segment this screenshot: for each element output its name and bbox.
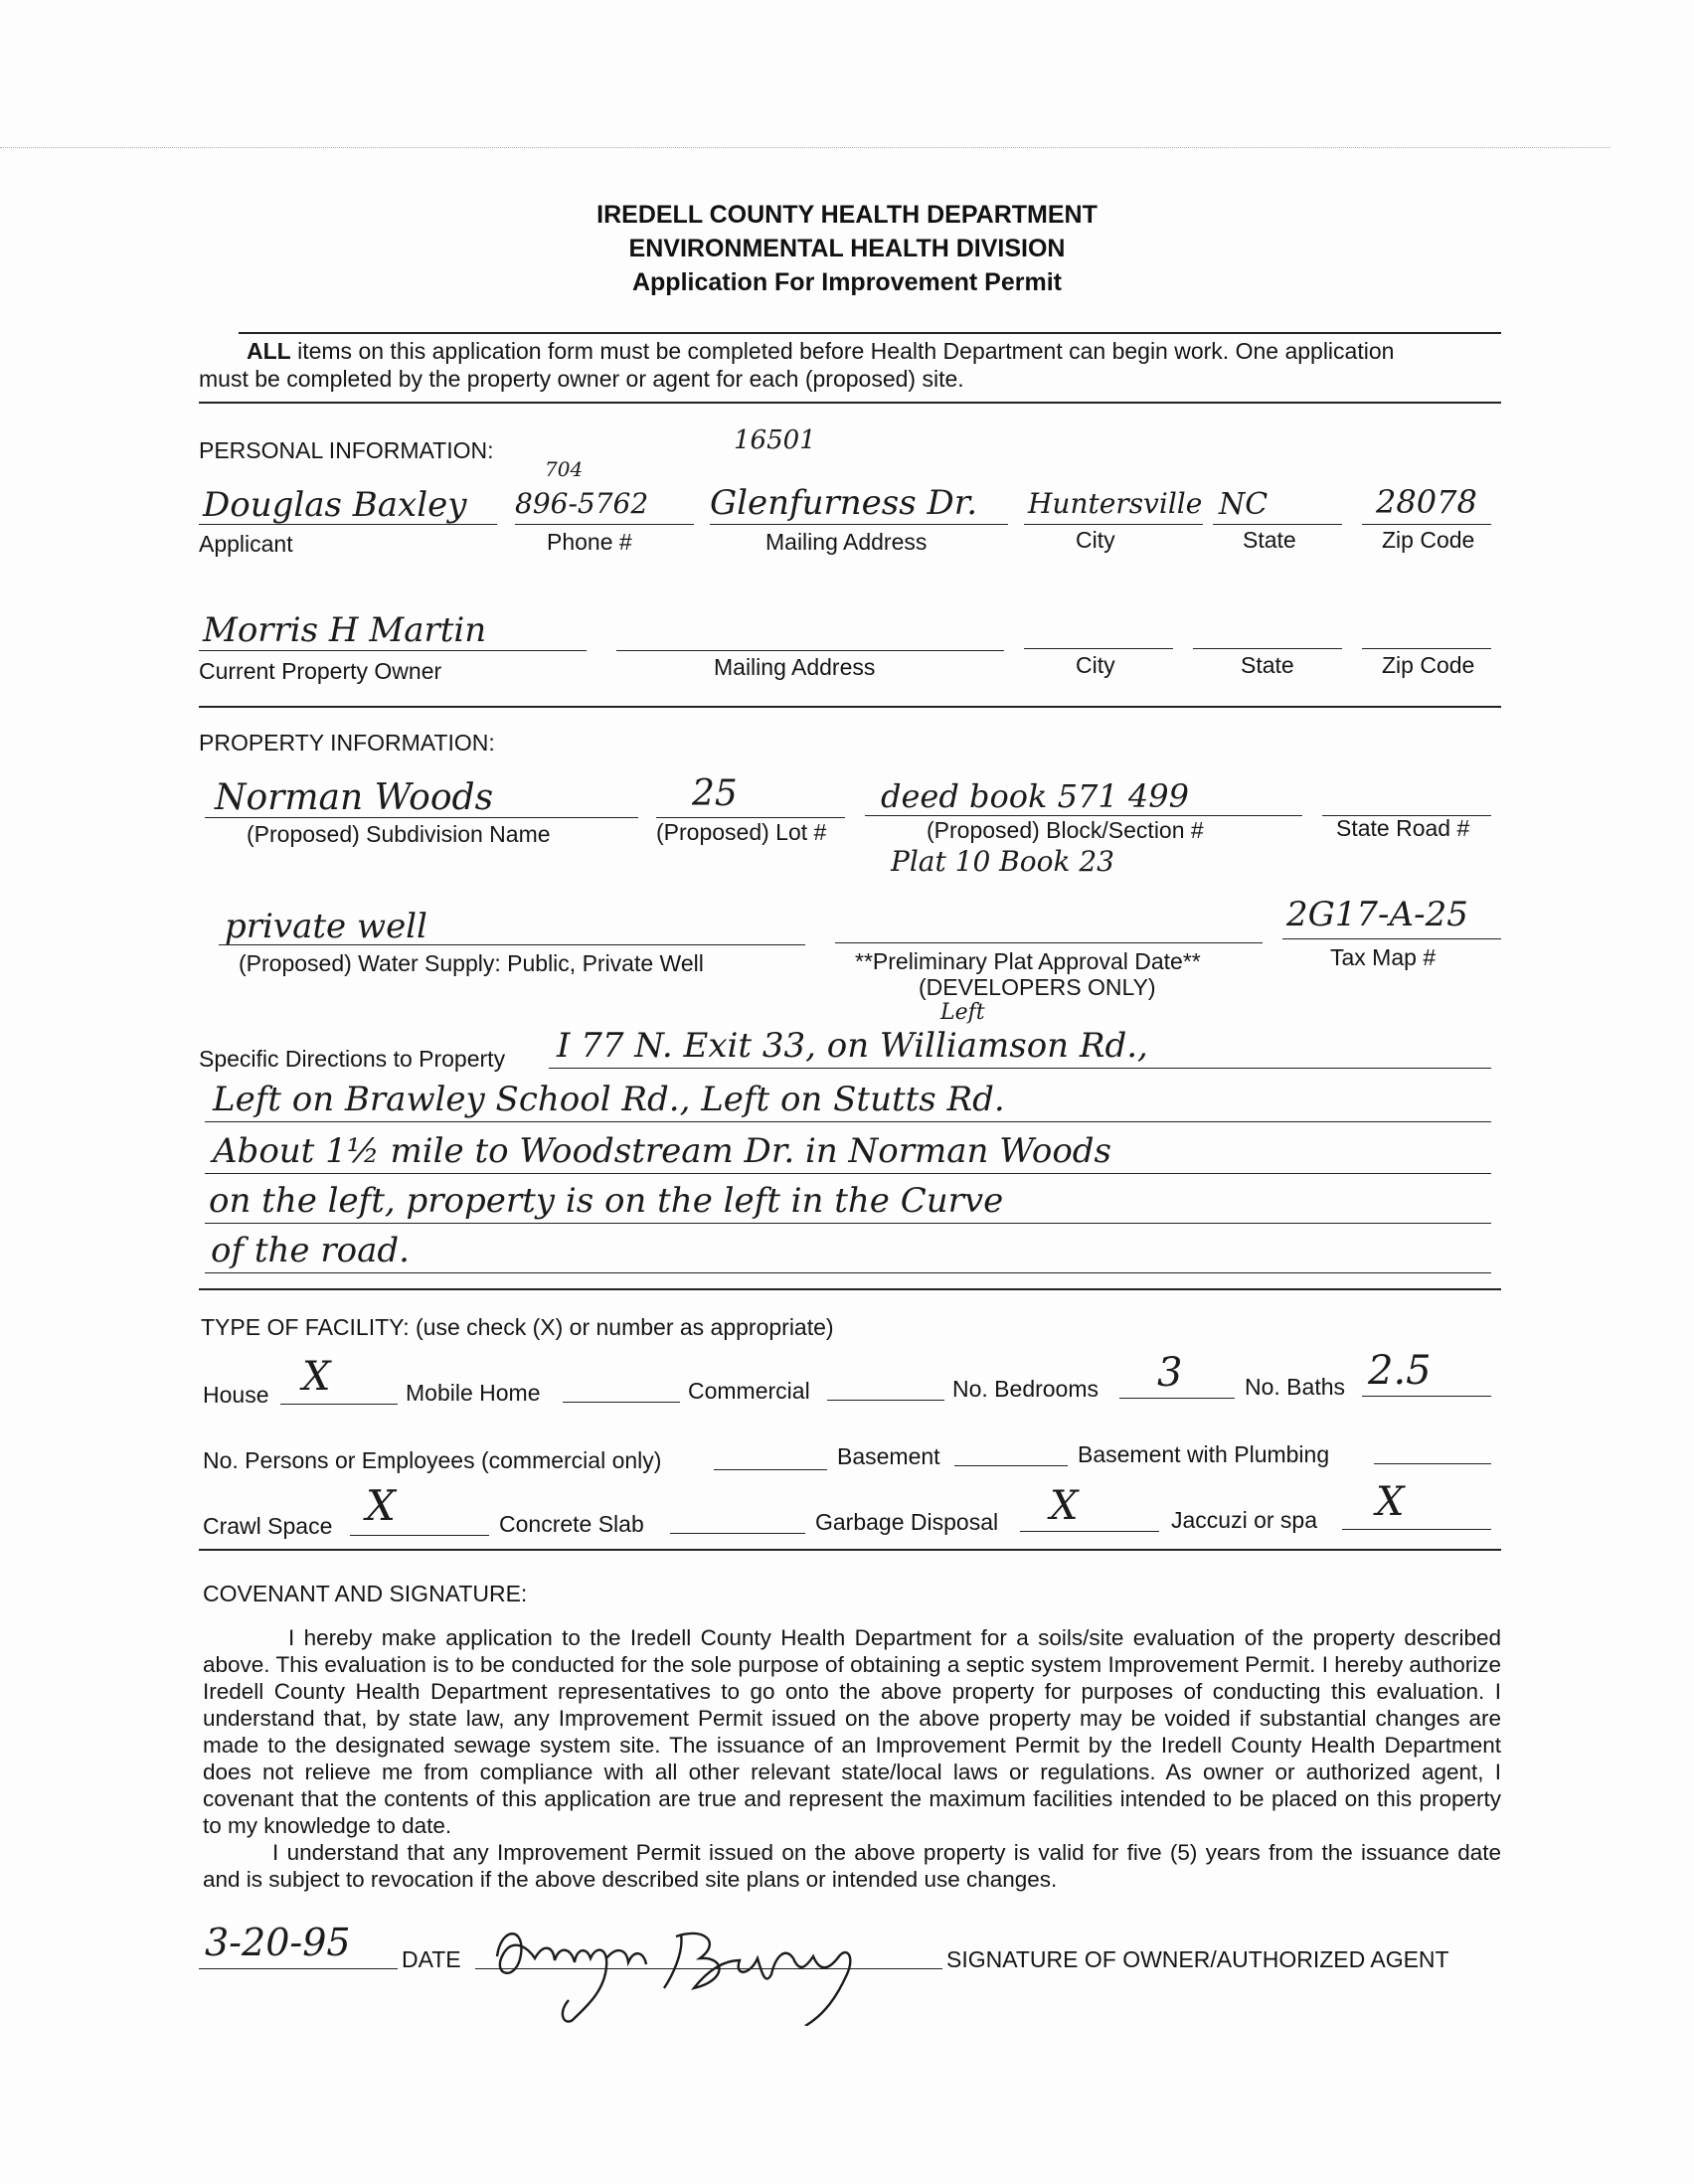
- owner-city-line: [1024, 648, 1173, 649]
- bedrooms-value[interactable]: 3: [1157, 1350, 1183, 1396]
- intro-bold-all: ALL: [247, 338, 291, 364]
- personal-heading: PERSONAL INFORMATION:: [199, 437, 494, 463]
- lot-label: (Proposed) Lot #: [656, 819, 827, 845]
- house-line: [280, 1404, 398, 1405]
- city-label: City: [1076, 527, 1115, 553]
- basement-line: [954, 1465, 1068, 1466]
- city-line: [1024, 524, 1203, 525]
- tax-map-value[interactable]: 2G17-A-25: [1286, 895, 1468, 934]
- directions-line-1[interactable]: I 77 N. Exit 33, on Williamson Rd.,: [557, 1026, 1148, 1066]
- area-code-value[interactable]: 704: [545, 457, 584, 481]
- basement-plumbing-line: [1374, 1463, 1491, 1464]
- garbage-disposal-label: Garbage Disposal: [815, 1509, 999, 1535]
- tax-map-line: [1282, 938, 1501, 939]
- crawl-space-line: [350, 1535, 489, 1536]
- crawl-space-value[interactable]: X: [366, 1481, 396, 1530]
- covenant-heading: COVENANT AND SIGNATURE:: [203, 1581, 528, 1606]
- directions-rule-2: [205, 1121, 1491, 1122]
- state-value[interactable]: NC: [1219, 487, 1269, 522]
- block-value[interactable]: deed book 571 499: [881, 777, 1189, 815]
- garbage-disposal-value[interactable]: X: [1050, 1483, 1079, 1529]
- owner-state-line: [1193, 648, 1342, 649]
- scan-artifact-line: [0, 147, 1610, 148]
- mailing-label: Mailing Address: [765, 529, 928, 555]
- owner-line: [199, 650, 587, 651]
- persons-label: No. Persons or Employees (commercial only): [203, 1447, 662, 1473]
- basement-plumbing-label: Basement with Plumbing: [1078, 1441, 1330, 1467]
- mailing-address-value[interactable]: Glenfurness Dr.: [710, 483, 978, 523]
- lot-value[interactable]: 25: [692, 773, 738, 814]
- owner-zip-label: Zip Code: [1382, 652, 1475, 678]
- water-supply-label: (Proposed) Water Supply: Public, Private Well: [239, 950, 704, 976]
- zip-value[interactable]: 28078: [1376, 483, 1477, 521]
- directions-line-2[interactable]: Left on Brawley School Rd., Left on Stutts Rd.: [213, 1080, 1005, 1119]
- plat-approval-label: **Preliminary Plat Approval Date**: [855, 948, 1201, 974]
- plat-developers-label: (DEVELOPERS ONLY): [919, 974, 1156, 1000]
- city-value[interactable]: Huntersville: [1028, 487, 1203, 520]
- jacuzzi-line: [1342, 1529, 1491, 1530]
- concrete-slab-line: [670, 1533, 805, 1534]
- house-label: House: [203, 1382, 269, 1408]
- baths-line: [1362, 1396, 1491, 1397]
- house-value[interactable]: X: [302, 1354, 331, 1400]
- jacuzzi-value[interactable]: X: [1376, 1479, 1405, 1525]
- state-road-label: State Road #: [1336, 815, 1470, 841]
- bedrooms-line: [1119, 1398, 1235, 1399]
- commercial-label: Commercial: [688, 1378, 810, 1404]
- directions-rule-3: [205, 1173, 1491, 1174]
- mobile-home-line: [563, 1402, 680, 1403]
- intro-text-1: items on this application form must be completed before Health Department can begin work. One application: [290, 338, 1395, 364]
- form-title-department: IREDELL COUNTY HEALTH DEPARTMENT: [596, 201, 1098, 229]
- mailing-line: [710, 524, 1008, 525]
- owner-value[interactable]: Morris H Martin: [203, 610, 487, 650]
- phone-value[interactable]: 896-5762: [515, 487, 649, 520]
- subdivision-value[interactable]: Norman Woods: [215, 777, 494, 818]
- owner-zip-line: [1362, 648, 1491, 649]
- form-title-division: ENVIRONMENTAL HEALTH DIVISION: [628, 235, 1066, 262]
- block-line: [865, 815, 1302, 816]
- lot-line: [656, 817, 845, 818]
- owner-label: Current Property Owner: [199, 658, 442, 684]
- bedrooms-label: No. Bedrooms: [952, 1376, 1100, 1402]
- mobile-home-label: Mobile Home: [406, 1380, 541, 1406]
- directions-rule-1: [549, 1068, 1491, 1069]
- plat-date-line: [835, 942, 1263, 943]
- form-title-application: Application For Improvement Permit: [631, 268, 1062, 296]
- intro-line-1: [247, 338, 1394, 365]
- covenant-paragraph-1: I hereby make application to the Iredell County Health Department for a soils/site evaluation of the property described above. This evaluation is to be conducted for the sole purpose of obtaining a septic system Improvement Permit. I hereby authorize Iredell County Health Department representatives to go onto the above property for purposes of conducting this evaluation. I understand that, by state law, any Improvement Permit issued on the above property may be voided if substantial changes are made to the designated sewage system site. The issuance of an Improvement Permit by the Iredell County Health Department does not relieve me from compliance with all other relevant state/local laws or regulations. As owner or authorized agent, I covenant that the contents of this application are true and represent the maximum facilities intended to be placed on this property to my knowledge to date.: [203, 1625, 1501, 1838]
- garbage-disposal-line: [1020, 1531, 1159, 1532]
- water-supply-line: [219, 944, 805, 945]
- directions-line-3[interactable]: About 1½ mile to Woodstream Dr. in Norman Woods: [213, 1131, 1112, 1171]
- divider: [199, 402, 1501, 404]
- baths-label: No. Baths: [1245, 1374, 1345, 1400]
- directions-rule-5: [205, 1272, 1491, 1273]
- divider: [199, 1288, 1501, 1290]
- owner-city-label: City: [1076, 652, 1115, 678]
- divider: [239, 332, 1501, 334]
- divider: [199, 706, 1501, 708]
- state-line: [1213, 524, 1342, 525]
- date-value[interactable]: 3-20-95: [205, 1921, 351, 1964]
- concrete-slab-label: Concrete Slab: [499, 1511, 644, 1537]
- crawl-space-label: Crawl Space: [203, 1513, 333, 1539]
- phone-label: Phone #: [547, 529, 632, 555]
- house-number-value[interactable]: 16501: [734, 425, 816, 455]
- facility-heading: TYPE OF FACILITY: (use check (X) or number as appropriate): [201, 1314, 834, 1340]
- directions-line-4[interactable]: on the left, property is on the left in the Curve: [209, 1181, 1004, 1221]
- date-line: [199, 1968, 398, 1969]
- directions-rule-4: [205, 1223, 1491, 1224]
- applicant-value[interactable]: Douglas Baxley: [203, 485, 467, 525]
- zip-line: [1362, 524, 1491, 525]
- covenant-paragraph-2: I understand that any Improvement Permit issued on the above property is valid for five (5) years from the issuance date and is subject to revocation if the above described site plans or intended use changes.: [203, 1840, 1501, 1892]
- baths-value[interactable]: 2.5: [1368, 1348, 1432, 1394]
- date-label: DATE: [402, 1946, 461, 1972]
- persons-line: [714, 1469, 827, 1470]
- basement-label: Basement: [837, 1443, 940, 1469]
- covenant-text: [203, 1624, 1501, 1893]
- signature-image: [477, 1897, 944, 2026]
- commercial-line: [827, 1400, 944, 1401]
- intro-line-2: must be completed by the property owner or agent for each (proposed) site.: [199, 366, 964, 392]
- directions-label: Specific Directions to Property: [199, 1046, 506, 1072]
- divider: [199, 1549, 1501, 1551]
- subdivision-line: [205, 817, 638, 818]
- zip-label: Zip Code: [1382, 527, 1475, 553]
- applicant-line: [199, 524, 497, 525]
- tax-map-label: Tax Map #: [1330, 944, 1437, 970]
- phone-line: [515, 524, 694, 525]
- applicant-label: Applicant: [199, 531, 293, 557]
- water-supply-value[interactable]: private well: [225, 907, 427, 946]
- jacuzzi-label: Jaccuzi or spa: [1171, 1507, 1318, 1533]
- block-label: (Proposed) Block/Section #: [927, 817, 1204, 843]
- property-heading: PROPERTY INFORMATION:: [199, 730, 495, 756]
- owner-mailing-label: Mailing Address: [714, 654, 876, 680]
- subdivision-label: (Proposed) Subdivision Name: [247, 821, 551, 847]
- directions-line-5[interactable]: of the road.: [211, 1231, 410, 1270]
- owner-mailing-line: [616, 650, 1004, 651]
- directions-insert[interactable]: Left: [940, 1000, 985, 1025]
- owner-state-label: State: [1241, 652, 1294, 678]
- state-label: State: [1243, 527, 1296, 553]
- block-note-value[interactable]: Plat 10 Book 23: [891, 845, 1114, 878]
- signature-label: SIGNATURE OF OWNER/AUTHORIZED AGENT: [946, 1946, 1449, 1972]
